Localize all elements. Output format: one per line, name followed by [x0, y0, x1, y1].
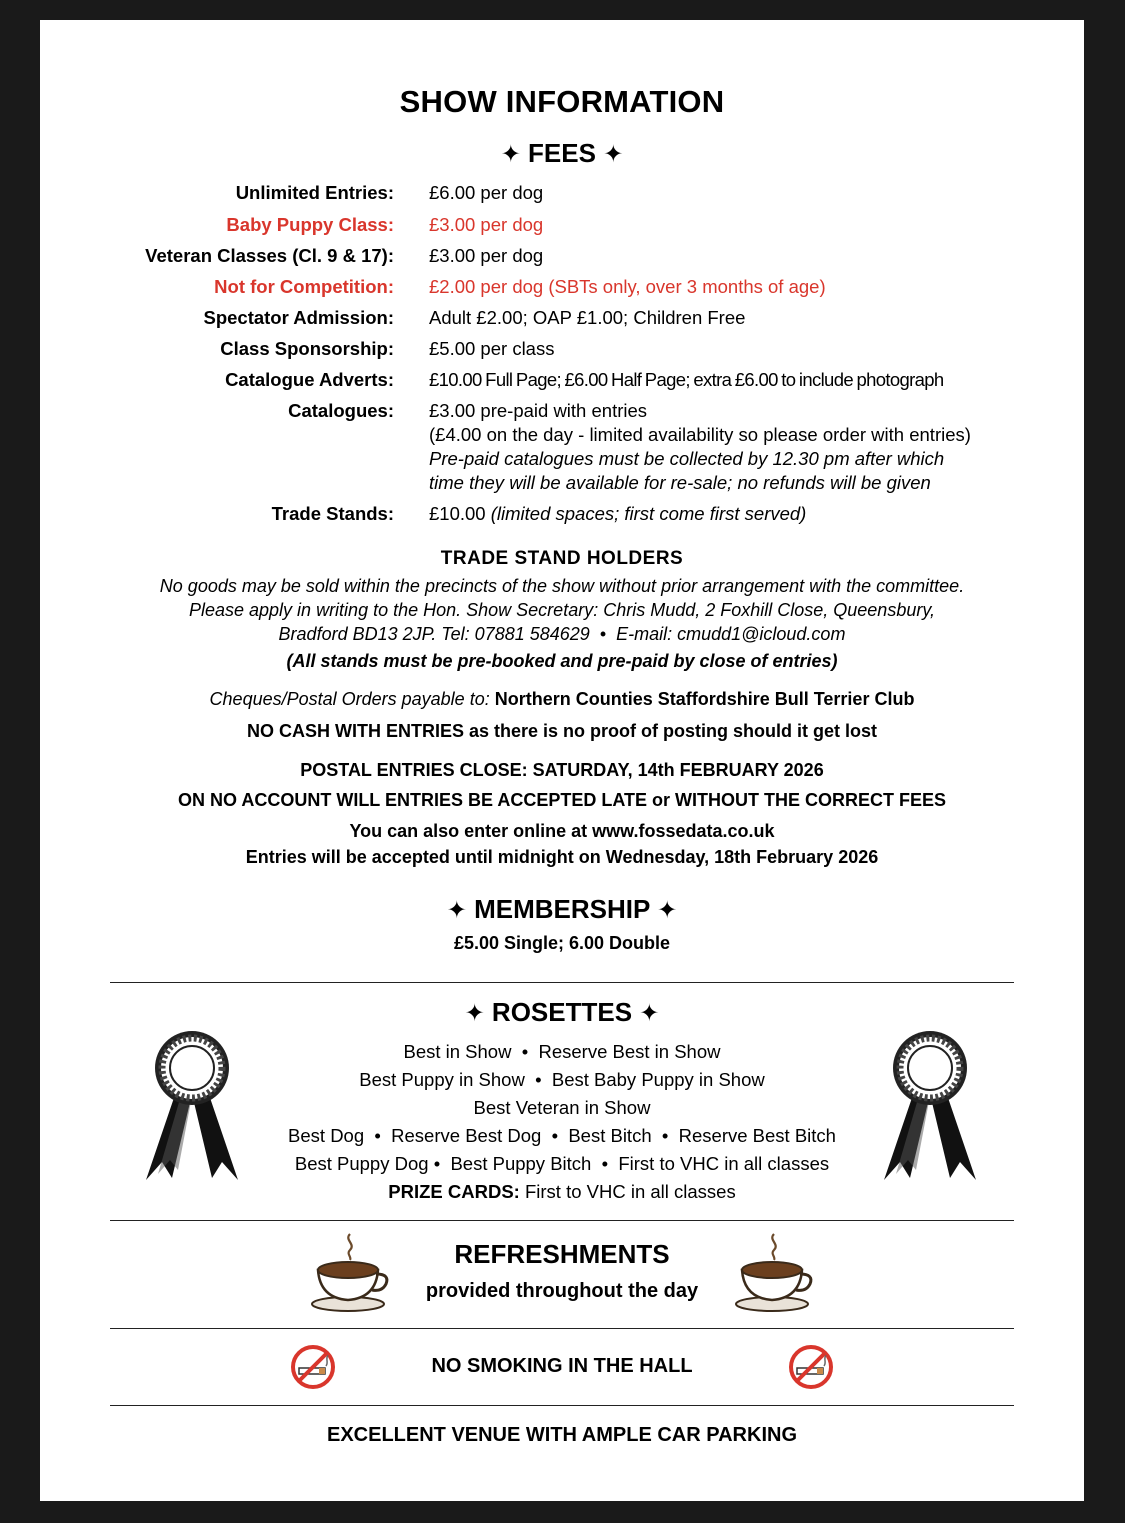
star-icon: ✦	[639, 1000, 660, 1027]
rosettes-heading: ✦ ROSETTES ✦	[464, 997, 660, 1027]
trade-line: Bradford BD13 2JP. Tel: 07881 584629 • E-mail: cmudd1@icloud.com	[278, 624, 846, 644]
divider	[110, 1328, 1014, 1329]
divider	[110, 1405, 1014, 1406]
rosette-icon	[144, 1028, 240, 1184]
star-icon: ✦	[603, 141, 624, 168]
rosette-line: Best Puppy Dog • Best Puppy Bitch • First to VHC in all classes	[294, 1153, 830, 1174]
prize-cards: PRIZE CARDS: First to VHC in all classes	[388, 1181, 736, 1202]
refreshments-text: provided throughout the day	[425, 1280, 699, 1302]
fee-value: £3.00 pre-paid with entries	[429, 400, 648, 421]
refreshments-heading: REFRESHMENTS	[454, 1239, 670, 1269]
fee-value: £2.00 per dog (SBTs only, over 3 months of age)	[429, 276, 826, 297]
entries-online-close: Entries will be accepted until midnight on Wednesday, 18th February 2026	[245, 847, 879, 867]
fee-label: Baby Puppy Class:	[226, 214, 394, 235]
rosette-line: Best in Show • Reserve Best in Show	[403, 1041, 721, 1062]
show-information-page	[40, 20, 1084, 1501]
rosette-line: Best Veteran in Show	[473, 1097, 651, 1118]
trade-note-bold: (All stands must be pre-booked and pre-paid by close of entries)	[286, 651, 838, 671]
no-smoking-icon	[289, 1343, 337, 1391]
fee-label: Veteran Classes (Cl. 9 & 17):	[145, 245, 394, 266]
fee-label: Catalogue Adverts:	[225, 369, 394, 390]
fee-value: £10.00 (limited spaces; first come first served)	[429, 503, 807, 524]
fee-label: Catalogues:	[288, 400, 394, 421]
payment-line: Cheques/Postal Orders payable to: Northern Counties Staffordshire Bull Terrier Club	[209, 689, 915, 709]
fee-label: Trade Stands:	[271, 503, 394, 524]
entries-close: POSTAL ENTRIES CLOSE: SATURDAY, 14th FEBRUARY 2026	[300, 760, 824, 780]
fee-value: £6.00 per dog	[429, 182, 544, 203]
fees-heading: ✦ FEES ✦	[500, 138, 624, 168]
rosette-line: Best Dog • Reserve Best Dog • Best Bitch • Reserve Best Bitch	[288, 1125, 836, 1146]
trade-heading: TRADE STAND HOLDERS	[440, 548, 684, 569]
divider	[110, 982, 1014, 983]
divider	[110, 1220, 1014, 1221]
membership-heading: ✦ MEMBERSHIP ✦	[446, 894, 678, 924]
coffee-cup-icon	[734, 1230, 816, 1314]
fee-value: £3.00 per dog	[429, 245, 544, 266]
fee-label: Spectator Admission:	[203, 307, 394, 328]
fee-value-extra: time they will be available for re-sale; no refunds will be given	[429, 472, 931, 493]
star-icon: ✦	[446, 897, 467, 924]
page-title: SHOW INFORMATION	[399, 84, 725, 119]
trade-note: (limited spaces; first come first served)	[490, 503, 807, 524]
star-icon: ✦	[464, 1000, 485, 1027]
star-icon: ✦	[657, 897, 678, 924]
venue-text: EXCELLENT VENUE WITH AMPLE CAR PARKING	[326, 1424, 797, 1446]
fee-value: £3.00 per dog	[429, 214, 544, 235]
trade-line: No goods may be sold within the precincts of the show without prior arrangement with the committee.	[159, 576, 965, 596]
rosette-icon	[882, 1028, 978, 1184]
fee-label: Not for Competition:	[214, 276, 394, 297]
trade-line: Please apply in writing to the Hon. Show Secretary: Chris Mudd, 2 Foxhill Close, Queensbury,	[188, 600, 935, 620]
entries-no-account: ON NO ACCOUNT WILL ENTRIES BE ACCEPTED LATE or WITHOUT THE CORRECT FEES	[178, 790, 946, 810]
payee: Northern Counties Staffordshire Bull Terrier Club	[494, 689, 915, 709]
fee-label: Class Sponsorship:	[220, 338, 394, 359]
fee-value-extra: (£4.00 on the day - limited availability so please order with entries)	[429, 424, 971, 445]
fee-value-extra: Pre-paid catalogues must be collected by 12.30 pm after which	[429, 448, 945, 469]
entries-online: You can also enter online at www.fossedata.co.uk	[349, 821, 775, 841]
star-icon: ✦	[500, 141, 521, 168]
rosette-line: Best Puppy in Show • Best Baby Puppy in Show	[359, 1069, 765, 1090]
no-cash-notice: NO CASH WITH ENTRIES as there is no proof of posting should it get lost	[247, 721, 877, 741]
membership-text: £5.00 Single; 6.00 Double	[453, 933, 671, 953]
fee-label: Unlimited Entries:	[235, 182, 394, 203]
fee-value: £10.00 Full Page; £6.00 Half Page; extra £6.00 to include photograph	[429, 369, 944, 390]
no-smoking-text: NO SMOKING IN THE HALL	[431, 1355, 693, 1377]
fee-value: £5.00 per class	[429, 338, 555, 359]
fee-value: Adult £2.00; OAP £1.00; Children Free	[429, 307, 746, 328]
coffee-cup-icon	[310, 1230, 392, 1314]
no-smoking-icon	[787, 1343, 835, 1391]
